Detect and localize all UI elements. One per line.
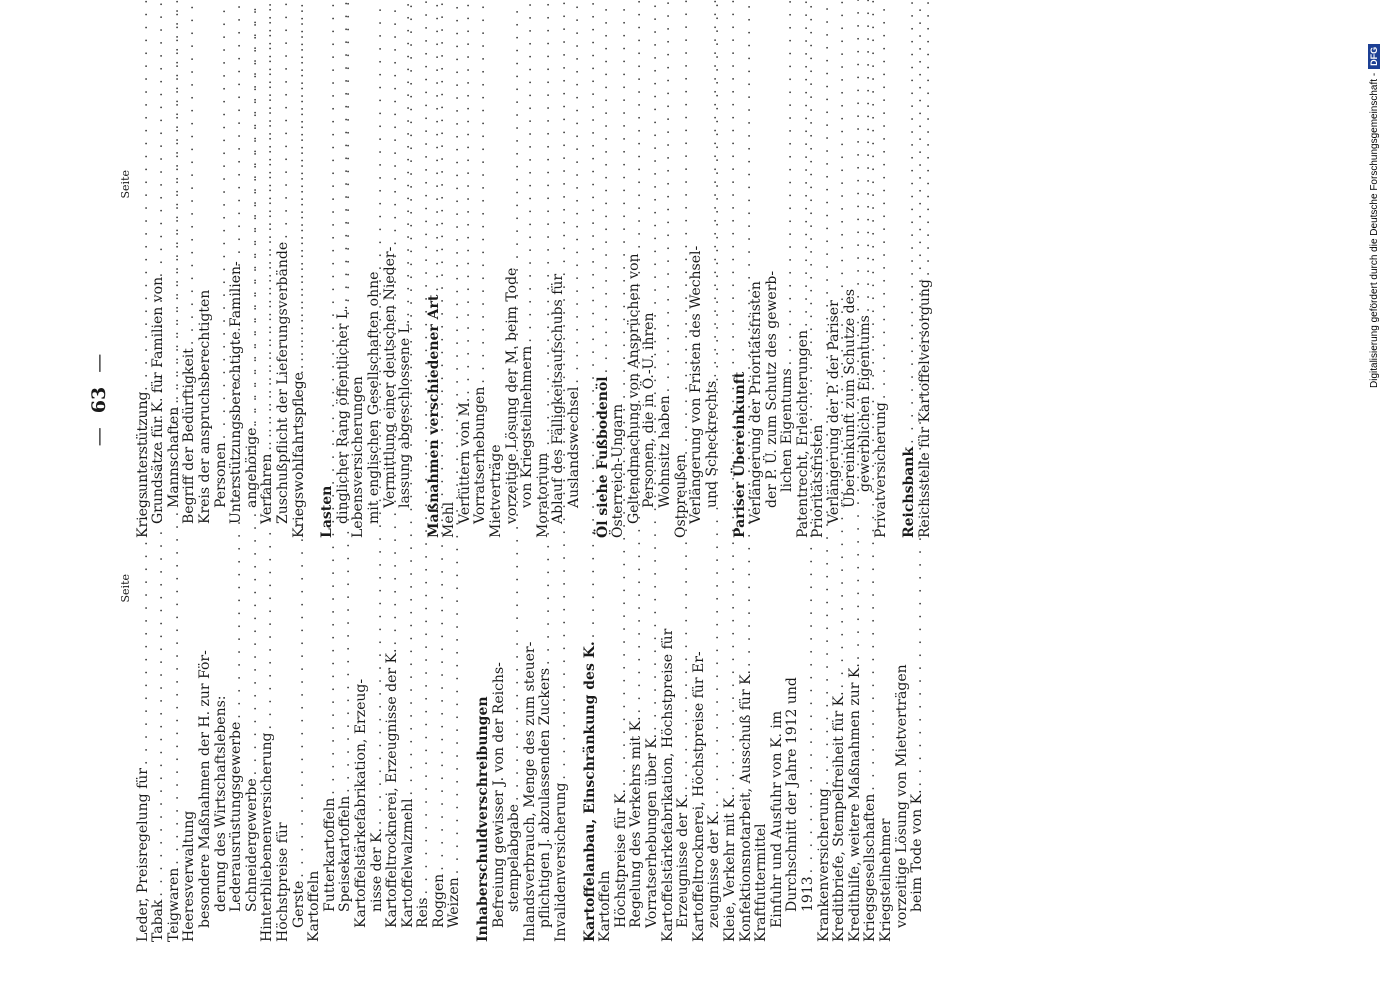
index-entry	[801, 570, 817, 942]
index-entry	[520, 166, 536, 538]
index-entry	[151, 570, 167, 942]
index-entry-term: von Kriegsteilnehmern	[519, 345, 536, 508]
index-entry-term: Reis	[415, 897, 432, 928]
index-entry	[770, 570, 786, 942]
leader-dots	[458, 0, 474, 395]
index-entry	[401, 570, 417, 942]
index-entry	[260, 166, 276, 538]
index-entry	[167, 166, 183, 538]
index-entry-term: derung des Wirtschaftslebens:	[212, 695, 229, 912]
index-entry-term: pflichtigen J. abzulassenden Zuckers	[537, 667, 554, 928]
index-entry-term: Kredithilfe, weitere Maßnahmen zur K.	[846, 663, 863, 942]
index-entry	[320, 166, 336, 538]
index-entry-term: nisse der K.	[368, 828, 385, 912]
seite-label-right: Seite	[119, 170, 132, 199]
index-entry-term: Verlängerung der P. der Pariser	[825, 300, 842, 524]
index-entry-term: Begriff der Bedürftigkeit	[181, 348, 198, 524]
index-entry	[611, 166, 627, 538]
index-entry	[910, 570, 926, 942]
dfg-logo: DFG	[1368, 44, 1380, 69]
index-entry-term: Gerste	[290, 880, 307, 928]
index-entry-term: 1913	[799, 876, 816, 912]
index-entry-term: Zuschußpflicht der Lieferungsverbände	[274, 241, 291, 524]
index-entry	[674, 166, 690, 538]
index-entry	[902, 166, 918, 538]
index-entry	[198, 570, 214, 942]
index-entry	[367, 166, 383, 538]
index-entry-term: stempelabgabe	[506, 804, 523, 912]
index-entry	[276, 166, 292, 538]
index-entry-term: Invalidenversicherung	[553, 782, 570, 942]
leader-dots	[874, 0, 890, 399]
index-entry	[523, 570, 539, 942]
index-entry-term: Hinterbliebenenversicherung	[259, 732, 276, 942]
index-entry-term: Auslandswechsel	[566, 386, 583, 508]
index-entry-term: Speisekartoffeln	[337, 795, 354, 912]
left-index-column	[118, 570, 926, 942]
index-entry-term: Unterstützungsberechtigte Familien-	[228, 261, 245, 524]
header-dash-right: —	[88, 353, 110, 373]
index-entry	[182, 570, 198, 942]
page-header	[88, 270, 110, 530]
index-entry	[689, 166, 705, 538]
index-entry-term: vorzeitige Lösung von Mietverträgen	[893, 664, 910, 928]
index-entry	[707, 570, 723, 942]
index-entry-term: Grundsätze für K. für Familien von	[150, 276, 167, 524]
section-gap	[583, 166, 596, 538]
index-entry-term: Personen, die in Ö.-U. ihren	[641, 312, 658, 508]
index-entry-term: Heeresverwaltung	[181, 810, 198, 942]
index-entry	[780, 166, 796, 538]
index-entry-term: Lederausrüstungsgewerbe	[228, 721, 245, 912]
index-entry-term: Kreis der anspruchsberechtigten	[196, 289, 213, 524]
index-entry-term: Leder, Preisregelung für	[134, 768, 151, 942]
index-entry	[676, 570, 692, 942]
index-entry-term: Wohnsitz haben	[657, 395, 673, 508]
index-entry	[658, 166, 674, 538]
index-entry	[214, 570, 230, 942]
credit-text: Digitalisierung gefördert durch die Deutsche Forschungsgemeinschaft -	[1369, 72, 1380, 388]
index-entry	[863, 570, 879, 942]
index-entry-term: Prioritätsfristen	[810, 424, 827, 538]
index-entry	[416, 570, 432, 942]
index-entry-term: Befreiung gewisser J. von der Reichs-	[490, 662, 507, 928]
index-entry	[551, 166, 567, 538]
index-entry	[858, 166, 874, 538]
rotated-index-page	[0, 140, 1383, 1000]
index-entry-term: Roggen	[430, 873, 447, 928]
index-entry-term: Reichsstelle für Kartoffelversorgung	[916, 279, 933, 538]
index-entry	[733, 166, 749, 538]
leader-dots	[427, 0, 443, 292]
index-entry	[827, 166, 843, 538]
index-entry	[476, 570, 492, 942]
index-entry-term: Lebensversicherungen	[350, 376, 367, 538]
index-entry	[323, 570, 339, 942]
index-entry-term: angehörige	[243, 427, 260, 508]
index-entry	[442, 166, 458, 538]
index-entry	[596, 166, 612, 538]
index-entry	[336, 166, 352, 538]
index-entry-term: Kreditbriefe, Stempelfreiheit für K.	[831, 691, 848, 942]
index-entry	[292, 166, 308, 538]
index-entry-term: Kartoffelstärkefabrikation, Höchstpreise für	[659, 628, 676, 942]
index-entry	[705, 166, 721, 538]
index-entry	[785, 570, 801, 942]
index-entry-term: zeugnisse der K.	[706, 810, 723, 928]
index-entry-term: Kartoffelanbau, Einschränkung des K.	[581, 641, 598, 942]
index-entry	[151, 166, 167, 538]
leader-dots	[214, 0, 230, 439]
index-entry	[260, 570, 276, 942]
index-entry-term: Krankenversicherung	[815, 788, 832, 942]
index-entry-term: Patentrecht, Erleichterungen	[794, 330, 811, 538]
index-entry	[874, 166, 890, 538]
index-entry-term: Ostpreußen	[672, 454, 689, 538]
index-entry-term: Kriegswohlfahrtspflege	[290, 372, 307, 538]
index-entry-term: gewerblichen Eigentums	[857, 315, 874, 492]
index-entry	[214, 166, 230, 538]
index-entry	[398, 166, 414, 538]
index-entry-term: Mietverträge	[488, 444, 505, 538]
leader-dots	[245, 0, 261, 425]
right-index-column	[118, 166, 934, 538]
index-entry-term: Inhaberschuldverschreibungen	[475, 696, 492, 942]
section-gap	[414, 166, 427, 538]
leader-dots	[902, 0, 918, 444]
leader-dots	[596, 0, 612, 373]
index-entry	[351, 166, 367, 538]
index-entry	[749, 166, 765, 538]
index-entry	[489, 166, 505, 538]
index-entry-term: der P. Ü. zum Schutz des gewerb-	[763, 270, 780, 508]
index-entry-term: Öl siehe Fußbodenöl	[594, 376, 611, 538]
index-entry	[458, 166, 474, 538]
index-entry	[492, 570, 508, 942]
index-entry	[385, 570, 401, 942]
index-entry-term: Kartoffeln	[597, 870, 614, 942]
index-entry	[167, 570, 183, 942]
index-entry-term: Höchstpreise für	[274, 822, 291, 942]
index-entry	[796, 166, 812, 538]
index-entry-term: Geltendmachung von Ansprüchen von	[625, 253, 642, 524]
digitization-credit	[1368, 8, 1386, 388]
index-entry	[754, 570, 770, 942]
index-entry	[843, 166, 859, 538]
leader-dots	[167, 0, 183, 404]
index-entry-term: Mannschaften	[165, 406, 182, 508]
index-entry	[918, 166, 934, 538]
index-entry-term: und Scheckrechts	[703, 380, 720, 508]
index-entry-term: Privatversicherung	[872, 402, 889, 538]
leader-dots	[858, 0, 874, 312]
index-entry	[554, 570, 570, 942]
index-entry	[723, 570, 739, 942]
index-entry	[136, 570, 152, 942]
index-entry-term: Kartoffeltrocknerei, Erzeugnisse der K.	[384, 648, 401, 928]
index-entry	[614, 570, 630, 942]
index-entry	[536, 166, 552, 538]
index-entry	[229, 570, 245, 942]
index-entry-term: mit englischen Gesellschaften ohne	[365, 271, 382, 524]
index-entry	[505, 166, 521, 538]
index-entry	[817, 570, 833, 942]
index-entry-term: Höchstpreise für K.	[612, 789, 629, 928]
index-entry	[427, 166, 443, 538]
index-entry-term: Regelung des Verkehrs mit K.	[628, 716, 645, 928]
index-entry-term: Kleie, Verkehr mit K.	[721, 793, 738, 942]
index-entry-term: Mehl	[441, 501, 458, 538]
index-entry	[895, 570, 911, 942]
index-entry-term: lassung abgeschlossene L.	[397, 319, 414, 508]
leader-dots	[520, 0, 536, 343]
index-entry	[182, 166, 198, 538]
leader-dots	[398, 0, 414, 317]
index-entry-term: beim Tode von K.	[909, 789, 926, 912]
index-entry-term: Kartoffeln	[306, 870, 323, 942]
index-entry	[229, 166, 245, 538]
leader-dots	[473, 0, 489, 384]
index-entry	[370, 570, 386, 942]
index-entry	[567, 166, 583, 538]
index-entry	[383, 166, 399, 538]
index-entry-term: Erzeugnisse der K.	[675, 793, 692, 928]
index-entry-term: Vorratserhebungen	[472, 386, 489, 524]
seite-label-left: Seite	[119, 574, 132, 603]
index-entry	[136, 166, 152, 538]
leader-dots	[705, 0, 721, 378]
index-entry	[583, 570, 599, 942]
index-entry	[692, 570, 708, 942]
index-entry	[473, 166, 489, 538]
index-entry-term: Futterkartoffeln	[321, 797, 338, 912]
index-entry-term: Kartoffeltrocknerei, Höchstpreise für Er-	[690, 651, 707, 942]
section-gap	[570, 570, 583, 942]
index-entry	[642, 166, 658, 538]
leader-dots	[276, 0, 292, 239]
index-entry-term: Verlängerung der Prioritätsfristen	[747, 281, 764, 524]
index-entry	[292, 570, 308, 942]
index-entry	[629, 570, 645, 942]
index-entry	[645, 570, 661, 942]
index-entry-term: Reichsbank	[901, 446, 918, 538]
index-entry	[739, 570, 755, 942]
page-number: 63	[88, 386, 110, 414]
index-entry-term: besondere Maßnahmen der H. zur För-	[196, 650, 213, 928]
index-entry	[338, 570, 354, 942]
index-entry-term: Durchschnitt der Jahre 1912 und	[784, 677, 801, 912]
index-entry-term: vorzeitige Lösung der M. beim Tode	[503, 267, 520, 524]
index-entry-term: Übereinkunft zum Schutze des	[841, 288, 858, 508]
index-entry-term: Verfahren	[259, 453, 276, 524]
index-entry-term: Inlandsverbrauch, Menge des zum steuer-	[521, 641, 538, 942]
index-entry-term: Kraftfuttermittel	[753, 823, 770, 942]
index-entry	[307, 570, 323, 942]
index-entry-term: Verlängerung von Fristen des Wechsel-	[688, 245, 705, 524]
index-entry-term: Österreich-Ungarn	[610, 403, 627, 538]
leader-dots	[292, 0, 308, 369]
index-entry	[765, 166, 781, 538]
index-entry-term: Einfuhr und Ausfuhr von K. im	[768, 710, 785, 928]
leader-dots	[336, 0, 352, 302]
index-entry	[245, 166, 261, 538]
index-entry-term: Kartoffelwalzmehl	[399, 798, 416, 928]
leader-dots	[658, 0, 674, 392]
leader-dots	[918, 0, 934, 276]
index-entry-term: Konfektionsnotarbeit, Ausschuß für K.	[737, 670, 754, 942]
index-entry	[879, 570, 895, 942]
leader-dots	[780, 0, 796, 365]
index-entry-term: Maßnahmen verschiedener Art	[425, 294, 442, 538]
index-entry-term: Teigwaren	[165, 867, 182, 942]
index-entry-term: Pariser Übereinkunft	[732, 371, 749, 538]
leader-dots	[182, 0, 198, 345]
index-entry	[354, 570, 370, 942]
index-entry	[538, 570, 554, 942]
index-entry-term: Vermittlung einer deutschen Nieder-	[381, 246, 398, 508]
index-entry-term: Kriegsgesellschaften	[862, 793, 879, 942]
index-entry-term: dinglicher Rang öffentlicher L.	[334, 305, 351, 524]
index-entry	[198, 166, 214, 538]
index-entry-term: Ablauf des Fälligkeitsaufschubs für	[550, 273, 567, 524]
index-entry	[848, 570, 864, 942]
index-entry	[832, 570, 848, 942]
index-entry	[276, 570, 292, 942]
section-gap	[307, 166, 320, 538]
index-entry-term: Tabak	[150, 899, 167, 942]
index-entry	[811, 166, 827, 538]
index-entry	[245, 570, 261, 942]
leader-dots	[796, 0, 812, 327]
index-entry-term: Lasten	[319, 485, 336, 538]
index-entry-term: Weizen	[446, 877, 463, 928]
leader-dots	[567, 0, 583, 384]
index-entry-term: Schneidergewerbe	[243, 778, 260, 912]
leader-dots	[260, 0, 276, 451]
index-entry-term: Moratorium	[534, 452, 551, 538]
index-entry	[661, 570, 677, 942]
index-entry-term: Kriegsunterstützung	[134, 391, 151, 538]
header-dash-left: —	[88, 427, 110, 447]
index-entry-term: Vorratserhebungen über K.	[644, 733, 660, 928]
index-entry-term: Verfüttern von M.	[456, 397, 473, 524]
index-entry-term: Personen	[212, 442, 229, 508]
index-entry	[598, 570, 614, 942]
index-entry-term: lichen Eigentums	[779, 368, 796, 492]
index-entry-term: Kriegsteilnehmer	[877, 818, 894, 942]
index-entry	[432, 570, 448, 942]
index-entry	[447, 570, 463, 942]
index-entry	[507, 570, 523, 942]
index-entry-term: Kartoffelstärkefabrikation, Erzeug-	[352, 678, 369, 928]
